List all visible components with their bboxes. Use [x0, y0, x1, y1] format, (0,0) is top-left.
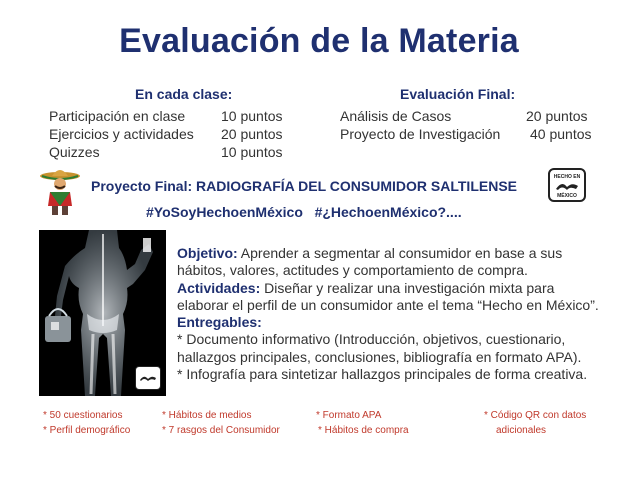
logo-text-top: HECHO EN — [553, 174, 581, 180]
notes-column — [162, 408, 280, 438]
mexican-mascot-icon — [38, 166, 82, 216]
objetivo-paragraph — [177, 245, 607, 280]
evaluacion-final-heading: Evaluación Final: — [400, 86, 516, 102]
evaluacion-final-item-label: Proyecto de Investigación — [340, 126, 501, 142]
cada-clase-item-points: 10 puntos — [221, 108, 283, 124]
actividades-text: Diseñar y realizar una investigación mixta para elaborar el perfil de un consumidor ante el tema “Hecho en México”. — [177, 279, 599, 313]
objetivo-label: Objetivo: — [177, 245, 238, 261]
cada-clase-item-label: Quizzes — [49, 144, 100, 160]
hecho-en-mexico-logo-icon — [548, 168, 586, 202]
proyecto-final-title: Proyecto Final: RADIOGRAFÍA DEL CONSUMIDOR SALTILENSE — [91, 178, 517, 194]
cada-clase-item-points: 10 puntos — [221, 144, 283, 160]
description-block — [177, 245, 607, 383]
cada-clase-item-label: Participación en clase — [49, 108, 186, 124]
note-item: * Perfil demográfico — [43, 425, 131, 436]
note-item: * Código QR con datos — [484, 410, 587, 421]
evaluacion-final-item-points: 40 puntos — [530, 126, 592, 142]
entregables-item: * Documento informativo (Introducción, objetivos, cuestionario, hallazgos principales, conclusiones, bibliografía en formato APA). — [177, 331, 582, 365]
actividades-label: Actividades: — [177, 279, 261, 296]
cada-clase-item-label: Ejercicios y actividades — [49, 126, 194, 142]
note-item: * Hábitos de medios — [162, 410, 252, 421]
notes-column — [43, 408, 130, 438]
evaluacion-final-item-label: Análisis de Casos — [340, 108, 452, 124]
notes-column — [316, 408, 409, 438]
note-item: * 50 cuestionarios — [43, 410, 123, 421]
proyecto-hashtags: #YoSoyHechoenMéxico #¿HechoenMéxico?.... — [146, 204, 462, 220]
cada-clase-heading: En cada clase: — [135, 86, 233, 102]
note-item: * Hábitos de compra — [318, 425, 409, 436]
entregables-item: * Infografía para sintetizar hallazgos principales de forma creativa. — [177, 366, 588, 383]
note-item: * Formato APA — [316, 410, 382, 421]
xray-image — [39, 230, 166, 396]
hecho-en-mexico-small-logo-icon — [135, 366, 161, 390]
page-title: Evaluación de la Materia — [119, 22, 519, 60]
entregables-label: Entregables: — [177, 314, 262, 331]
actividades-paragraph — [177, 280, 607, 315]
note-item: adicionales — [496, 425, 547, 436]
logo-text-bottom: MÉXICO — [557, 193, 577, 199]
cada-clase-item-points: 20 puntos — [221, 126, 283, 142]
evaluacion-final-item-points: 20 puntos — [526, 108, 588, 124]
note-item: * 7 rasgos del Consumidor — [162, 425, 280, 436]
objetivo-text: Aprender a segmentar al consumidor en base a sus hábitos, valores, actitudes y comportamiento de compra. — [177, 245, 563, 279]
notes-column — [484, 408, 586, 438]
